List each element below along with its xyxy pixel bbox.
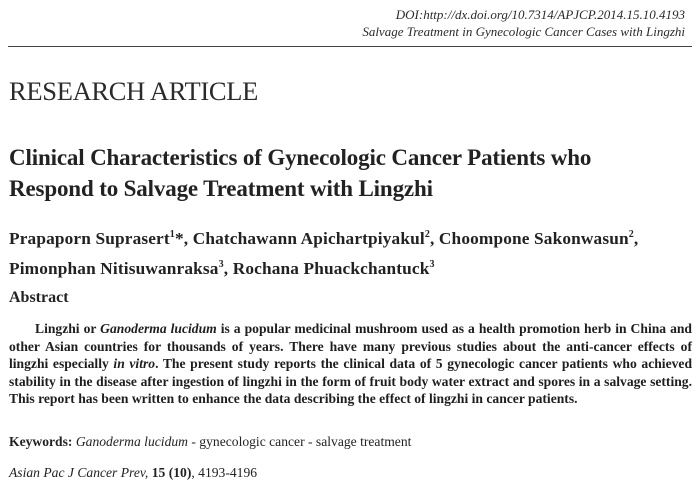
abstract-italic-term: Ganoderma lucidum [100,321,217,336]
author-affiliation: 3 [429,258,435,270]
keywords-label: Keywords: [9,434,73,449]
author-separator: , [223,258,233,278]
author-separator: , [429,228,439,248]
author-name: Choompone Sakonwasun [438,228,629,248]
running-header [362,6,685,40]
running-title: Salvage Treatment in Gynecologic Cancer Cases with Lingzhi [362,24,685,39]
keyword-italic: Ganoderma lucidum [75,434,188,449]
keywords-rest: - gynecologic cancer - salvage treatment [187,434,412,449]
author-affiliation: 1 [169,229,175,240]
author-name: Rochana Phuackchantuck [232,258,430,278]
citation [9,465,257,481]
section-label: RESEARCH ARTICLE [9,76,259,106]
article-title [9,142,693,204]
author-separator: , [633,228,639,248]
citation-pages: , 4193-4196 [191,465,258,480]
abstract-body [9,320,692,408]
abstract-text: Lingzhi or [35,321,101,336]
author-separator: *, [174,228,193,248]
author-name: Chatchawann Apichartpiyakul [192,228,425,248]
title-line-2: Respond to Salvage Treatment with Lingzhi [9,176,433,201]
abstract-text: is a popular medicinal mushroom used as a health promotion herb in China and other Asian countries for thousands of years. There have many previous studies about the anti-cancer effects of lingzhi especially [9,321,692,371]
author-list [9,222,693,282]
abstract-italic-term: in vitro [113,356,156,371]
author-affiliation: 3 [218,258,224,270]
citation-issue: (10) [168,465,192,480]
title-line-1: Clinical Characteristics of Gynecologic Cancer Patients who [9,145,592,170]
author-affiliation: 2 [424,229,430,240]
abstract-text: . The present study reports the clinical data of 5 gynecologic cancer patients who achieved stability in the disease after ingestion of lingzhi in the form of fruit body water extract and spores in a salvage setting. This report has been written to enhance the data describing the effect of lingzhi in cancer patients. [9,356,693,406]
author-name: Prapaporn Suprasert [9,228,170,248]
citation-journal: Asian Pac J Cancer Prev, [9,465,149,480]
abstract-heading: Abstract [9,289,69,306]
author-name: Pimonphan Nitisuwanraksa [9,258,219,278]
citation-volume: 15 [151,465,166,480]
keywords [9,434,411,450]
author-affiliation: 2 [628,229,634,240]
doi-link[interactable]: DOI:http://dx.doi.org/10.7314/APJCP.2014.15.10.4193 [395,7,685,22]
header-rule [8,46,692,47]
